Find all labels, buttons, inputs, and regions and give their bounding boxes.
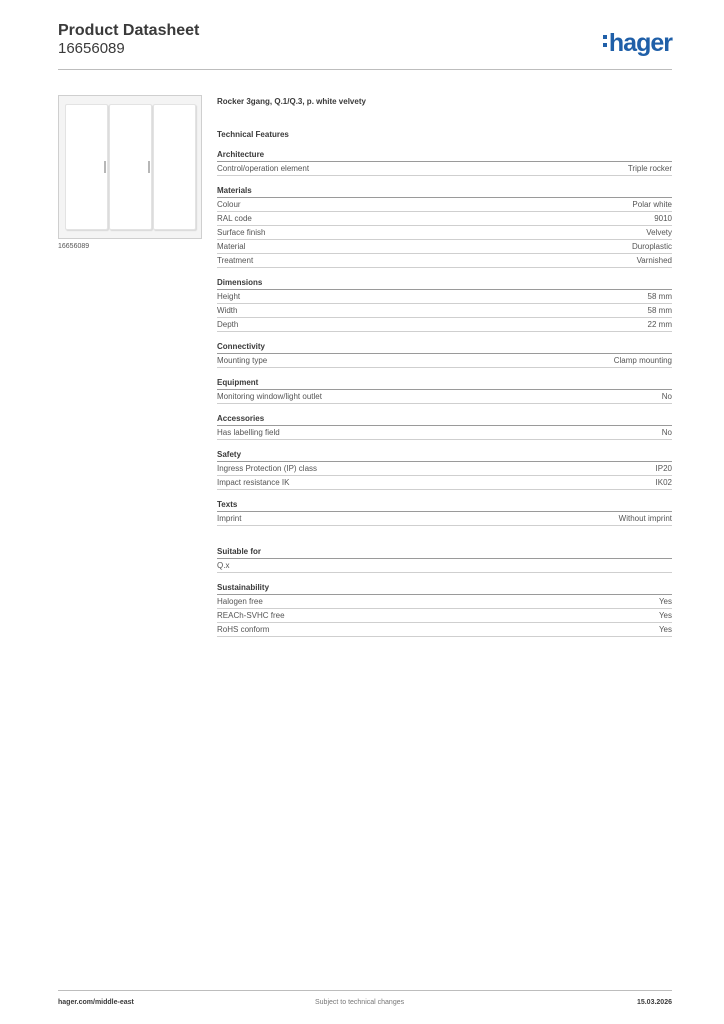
section-heading: Equipment — [217, 377, 672, 390]
product-name: Rocker 3gang, Q.1/Q.3, p. white velvety — [217, 97, 366, 106]
spec-label: RAL code — [217, 214, 252, 223]
section-equipment — [217, 377, 672, 404]
section-heading: Connectivity — [217, 341, 672, 354]
spec-label: Height — [217, 292, 241, 301]
spec-row — [217, 609, 672, 623]
logo-dots-icon — [603, 35, 607, 51]
spec-label: Surface finish — [217, 228, 266, 237]
section-heading: Dimensions — [217, 277, 672, 290]
image-caption: 16656089 — [58, 243, 90, 250]
section-heading: Accessories — [217, 413, 672, 426]
spec-value: Duroplastic — [631, 242, 672, 251]
rocker-middle — [109, 104, 152, 230]
spec-value: IP20 — [655, 464, 672, 473]
section-architecture — [217, 149, 672, 176]
rocker-left — [65, 104, 108, 230]
spec-row — [217, 162, 672, 176]
spec-label: Has labelling field — [217, 428, 280, 437]
spec-row — [217, 290, 672, 304]
hager-logo[interactable] — [603, 29, 672, 57]
spec-label: Ingress Protection (IP) class — [217, 464, 318, 473]
spec-label: Monitoring window/light outlet — [217, 392, 322, 401]
spec-value: 58 mm — [647, 306, 672, 315]
spec-row — [217, 240, 672, 254]
spec-value: Polar white — [632, 200, 672, 209]
spec-label: REACh-SVHC free — [217, 611, 285, 620]
spec-row — [217, 318, 672, 332]
section-heading: Safety — [217, 449, 672, 462]
section-dimensions — [217, 277, 672, 332]
spec-value: Velvety — [646, 228, 672, 237]
spec-value: Without imprint — [618, 514, 672, 523]
spec-value: Triple rocker — [627, 164, 672, 173]
spec-label: Depth — [217, 320, 239, 329]
rocker-right — [153, 104, 196, 230]
section-heading: Materials — [217, 185, 672, 198]
spec-content — [217, 96, 672, 646]
spec-label: Colour — [217, 200, 241, 209]
section-heading: Texts — [217, 499, 672, 512]
spec-value: Varnished — [636, 256, 672, 265]
spec-row — [217, 476, 672, 490]
spec-row — [217, 212, 672, 226]
spec-value: No — [661, 392, 672, 401]
rocker-marker — [104, 161, 106, 173]
spec-row — [217, 226, 672, 240]
spec-value: Yes — [658, 625, 672, 634]
spec-row — [217, 354, 672, 368]
spec-value: Yes — [658, 611, 672, 620]
spec-row — [217, 198, 672, 212]
spec-label: Width — [217, 306, 238, 315]
footer-disclaimer: Subject to technical changes — [315, 999, 405, 1006]
spec-row — [217, 304, 672, 318]
spec-label: RoHS conform — [217, 625, 270, 634]
spec-value: Clamp mounting — [613, 356, 672, 365]
spec-value: 58 mm — [647, 292, 672, 301]
spec-row — [217, 390, 672, 404]
footer-website-link[interactable]: hager.com/middle-east — [58, 999, 134, 1006]
spec-value: 22 mm — [647, 320, 672, 329]
spec-label: Q.x — [217, 561, 230, 570]
spec-label: Imprint — [217, 514, 242, 523]
spec-label: Control/operation element — [217, 164, 310, 173]
spec-label: Mounting type — [217, 356, 268, 365]
document-title: Product Datasheet — [58, 22, 200, 39]
spec-row — [217, 623, 672, 637]
spec-label: Halogen free — [217, 597, 263, 606]
spec-value: IK02 — [655, 478, 672, 487]
spec-value: No — [661, 428, 672, 437]
section-texts — [217, 499, 672, 526]
page-header — [58, 21, 672, 70]
section-sustainability — [217, 582, 672, 637]
footer-date: 15.03.2026 — [636, 999, 672, 1006]
section-accessories — [217, 413, 672, 440]
spec-value: 9010 — [654, 214, 672, 223]
spec-row — [217, 254, 672, 268]
section-safety — [217, 449, 672, 490]
rocker-marker — [148, 161, 150, 173]
technical-features-heading: Technical Features — [217, 130, 289, 139]
spec-row — [217, 426, 672, 440]
section-heading: Sustainability — [217, 582, 672, 595]
spec-row — [217, 512, 672, 526]
spec-label: Treatment — [217, 256, 254, 265]
product-number: 16656089 — [58, 40, 125, 57]
spec-row — [217, 559, 672, 573]
logo-text: hager — [608, 29, 672, 57]
section-suitable-for — [217, 546, 672, 573]
spec-row — [217, 462, 672, 476]
page-footer — [58, 990, 672, 1015]
section-heading: Suitable for — [217, 546, 672, 559]
spec-row — [217, 595, 672, 609]
section-heading: Architecture — [217, 149, 672, 162]
spec-label: Material — [217, 242, 246, 251]
product-image — [58, 95, 202, 239]
section-connectivity — [217, 341, 672, 368]
spec-label: Impact resistance IK — [217, 478, 290, 487]
spec-value: Yes — [658, 597, 672, 606]
section-materials — [217, 185, 672, 268]
